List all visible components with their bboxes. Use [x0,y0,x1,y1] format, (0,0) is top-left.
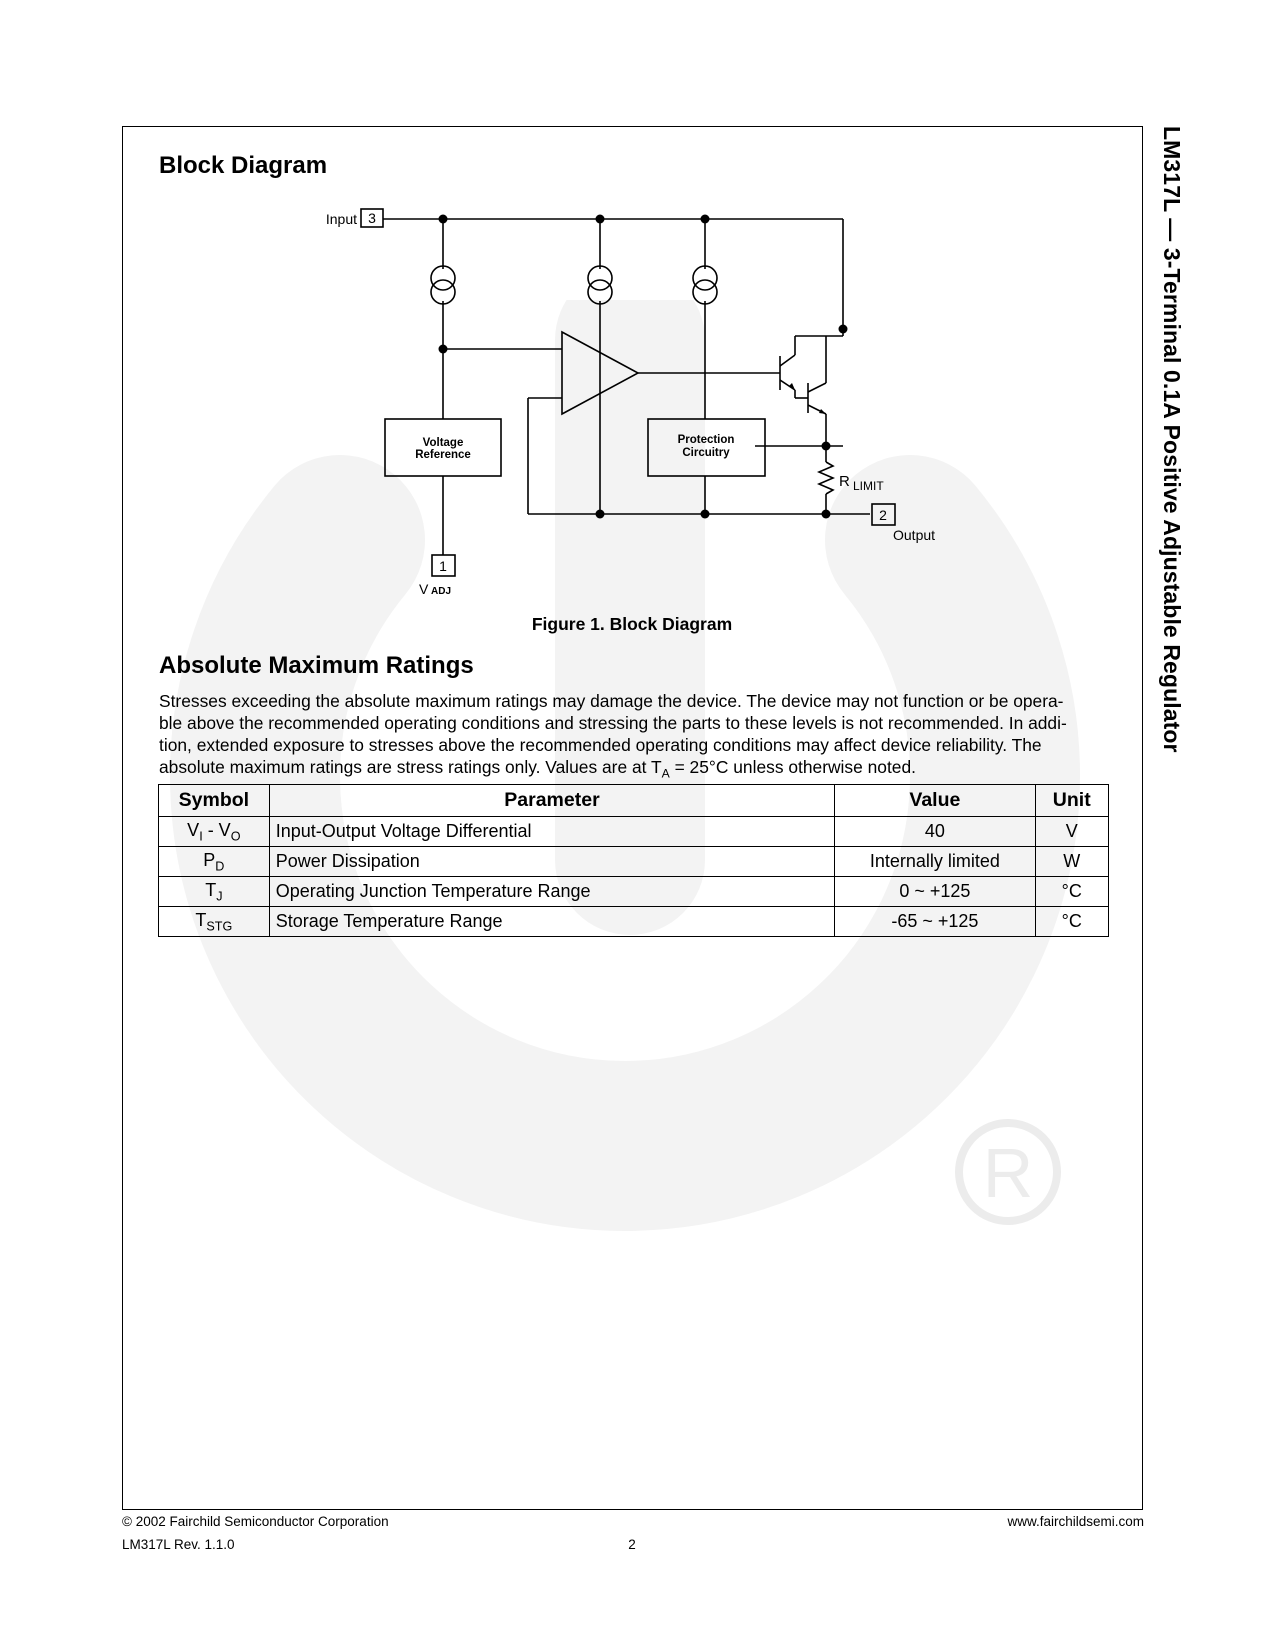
side-title-text: LM317L — 3-Terminal 0.1A Positive Adjustable Regulator [1159,126,1185,753]
ratings-paragraph [159,690,1108,784]
symbol-cell: $P_D$ [159,847,270,877]
value-cell: 0 ~ +125 [835,877,1035,907]
unit-cell: V [1035,817,1109,847]
rlimit-label: R [839,473,850,490]
protection-label-2: Circuitry [682,447,730,459]
ratings-heading: Absolute Maximum Ratings [159,652,474,679]
symbol-cell: $T_{STG}$ [159,907,270,937]
input-label: Input [325,211,357,227]
block-diagram [300,200,960,610]
parameter-cell: Input-Output Voltage Differential [269,817,835,847]
column-header: Parameter [269,785,835,817]
value-cell: -65 ~ +125 [835,907,1035,937]
footer-website[interactable]: www.fairchildsemi.com [1007,1514,1144,1529]
footer-revision: LM317L Rev. 1.1.0 [122,1537,235,1552]
ratings-table [158,784,1109,937]
table-header-row [159,785,1109,817]
table-row [159,907,1109,937]
rlimit-subscript: LIMIT [853,479,884,493]
figure-caption: Figure 1. Block Diagram [531,614,733,634]
voltage-reference-label-2: Reference [415,449,471,461]
value-cell: Internally limited [835,847,1035,877]
block-diagram-heading: Block Diagram [159,152,328,179]
paragraph-line: tion, extended exposure to stresses above the recommended operating conditions may affect device reliability. The [159,735,1042,755]
voltage-reference-label-1: Voltage [422,437,464,449]
column-header: Unit [1035,785,1109,817]
unit-cell: °C [1035,907,1109,937]
vadj-label: V [419,581,429,597]
page-number: 2 [628,1537,636,1552]
column-header: Symbol [159,785,270,817]
parameter-cell: Storage Temperature Range [269,907,835,937]
pin-3-label: 3 [368,210,376,226]
svg-text:R: R [982,1134,1034,1212]
table-row [159,877,1109,907]
value-cell: 40 [835,817,1035,847]
paragraph-line: absolute maximum ratings are stress ratings only. Values are at $T_A = 25^\circ C$ unless otherwise noted. [159,757,916,781]
parameter-cell: Power Dissipation [269,847,835,877]
symbol-cell: $V_I - V_O$ [159,817,270,847]
protection-label-1: Protection [677,434,735,446]
parameter-cell: Operating Junction Temperature Range [269,877,835,907]
side-title [1158,126,1188,806]
output-label: Output [893,527,936,543]
unit-cell: °C [1035,877,1109,907]
column-header: Value [835,785,1035,817]
pin-1-label: 1 [439,558,447,574]
unit-cell: W [1035,847,1109,877]
footer-copyright: © 2002 Fairchild Semiconductor Corporation [122,1514,389,1529]
table-row [159,847,1109,877]
table-row [159,817,1109,847]
vadj-subscript: ADJ [431,586,452,597]
paragraph-line: ble above the recommended operating conditions and stressing the parts to these levels is not recommended. In addi- [159,713,1067,733]
paragraph-line: Stresses exceeding the absolute maximum ratings may damage the device. The device may not function or be opera- [159,691,1064,711]
pin-2-label: 2 [879,507,887,523]
symbol-cell: $T_J$ [159,877,270,907]
